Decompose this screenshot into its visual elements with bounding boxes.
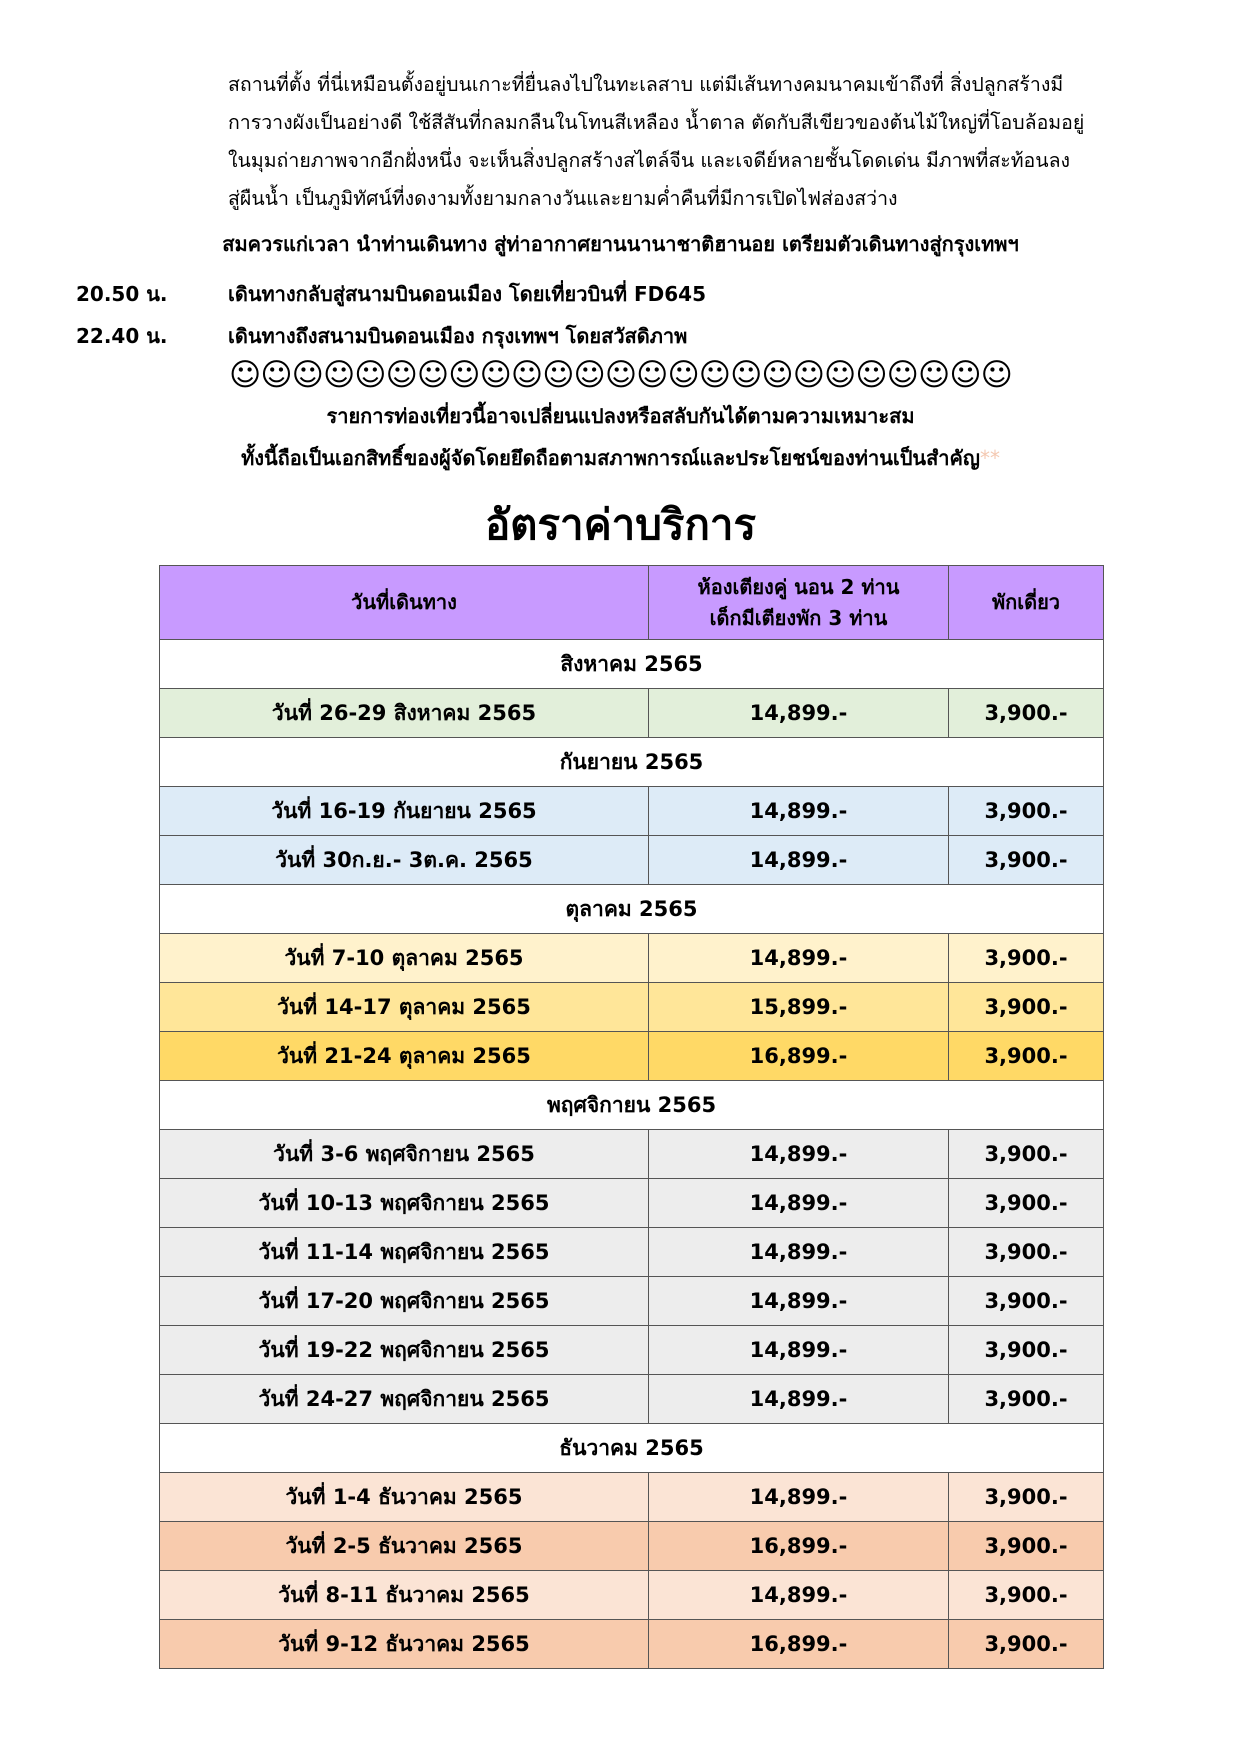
single-price-cell: 3,900.-	[949, 1228, 1104, 1277]
single-price-cell: 3,900.-	[949, 1277, 1104, 1326]
travel-date-cell: วันที่ 17-20 พฤศจิกายน 2565	[160, 1277, 649, 1326]
travel-date-cell: วันที่ 19-22 พฤศจิกายน 2565	[160, 1326, 649, 1375]
travel-date-cell: วันที่ 3-6 พฤศจิกายน 2565	[160, 1130, 649, 1179]
table-row	[160, 1277, 1104, 1326]
month-header-row	[160, 885, 1104, 934]
table-row	[160, 1473, 1104, 1522]
table-row	[160, 983, 1104, 1032]
table-row	[160, 1326, 1104, 1375]
single-price-cell: 3,900.-	[949, 1571, 1104, 1620]
table-row	[160, 689, 1104, 738]
month-label: ธันวาคม 2565	[160, 1424, 1104, 1473]
single-price-cell: 3,900.-	[949, 787, 1104, 836]
note-line-1: รายการท่องเที่ยวนี้อาจเปลี่ยนแปลงหรือสลับกันได้ตามความเหมาะสม	[326, 404, 915, 428]
twin-price-cell: 16,899.-	[649, 1522, 949, 1571]
table-row	[160, 1620, 1104, 1669]
twin-price-cell: 14,899.-	[649, 1228, 949, 1277]
intro-line: การวางผังเป็นอย่างดี ใช้สีสันที่กลมกลืนในโทนสีเหลือง น้ำตาล ตัดกับสีเขียวของต้นไม้ใหญ่ที่โอบล้อมอยู่	[228, 111, 1085, 134]
single-price-cell: 3,900.-	[949, 1473, 1104, 1522]
month-header-row	[160, 738, 1104, 787]
twin-price-cell: 15,899.-	[649, 983, 949, 1032]
header-twin-room	[649, 566, 949, 640]
single-price-cell: 3,900.-	[949, 1620, 1104, 1669]
travel-date-cell: วันที่ 1-4 ธันวาคม 2565	[160, 1473, 649, 1522]
travel-date-cell: วันที่ 2-5 ธันวาคม 2565	[160, 1522, 649, 1571]
note-line-2-text: ทั้งนี้ถือเป็นเอกสิทธิ์ของผู้จัดโดยยึดถือตามสภาพการณ์และประโยชน์ของท่านเป็นสำคัญ	[241, 446, 980, 470]
twin-price-cell: 14,899.-	[649, 1473, 949, 1522]
single-price-cell: 3,900.-	[949, 983, 1104, 1032]
single-price-cell: 3,900.-	[949, 1326, 1104, 1375]
table-row	[160, 1130, 1104, 1179]
twin-price-cell: 14,899.-	[649, 689, 949, 738]
table-row	[160, 836, 1104, 885]
header-twin-line-1: ห้องเตียงคู่ นอน 2 ท่าน	[697, 574, 900, 599]
twin-price-cell: 14,899.-	[649, 1375, 949, 1424]
intro-line: สถานที่ตั้ง ที่นี่เหมือนตั้งอยู่บนเกาะที่ยื่นลงไปในทะเลสาบ แต่มีเส้นทางคมนาคมเข้าถึงที่ สิ่งปลูกสร้างมี	[228, 73, 1064, 96]
table-row	[160, 1522, 1104, 1571]
table-row	[160, 1375, 1104, 1424]
single-price-cell: 3,900.-	[949, 934, 1104, 983]
table-row	[160, 934, 1104, 983]
table-row	[160, 1179, 1104, 1228]
rates-title: อัตราค่าบริการ	[484, 500, 757, 549]
table-row	[160, 1571, 1104, 1620]
intro-paragraph	[228, 66, 1188, 218]
schedule-text: เดินทางถึงสนามบินดอนเมือง กรุงเทพฯ โดยสวัสดิภาพ	[228, 324, 688, 348]
note-line-2	[0, 442, 1241, 474]
single-price-cell: 3,900.-	[949, 1522, 1104, 1571]
travel-date-cell: วันที่ 30ก.ย.- 3ต.ค. 2565	[160, 836, 649, 885]
schedule-text: เดินทางกลับสู่สนามบินดอนเมือง โดยเที่ยวบินที่ FD645	[228, 282, 706, 306]
month-label: ตุลาคม 2565	[160, 885, 1104, 934]
travel-date-cell: วันที่ 9-12 ธันวาคม 2565	[160, 1620, 649, 1669]
month-header-row	[160, 1424, 1104, 1473]
header-single-room: พักเดี่ยว	[949, 566, 1104, 640]
travel-date-cell: วันที่ 16-19 กันยายน 2565	[160, 787, 649, 836]
table-header-row	[160, 566, 1104, 640]
table-row	[160, 1032, 1104, 1081]
single-price-cell: 3,900.-	[949, 836, 1104, 885]
month-label: สิงหาคม 2565	[160, 640, 1104, 689]
smiley-divider: ☺☺☺☺☺☺☺☺☺☺☺☺☺☺☺☺☺☺☺☺☺☺☺☺☺	[229, 357, 1012, 393]
price-table	[159, 565, 1104, 1669]
twin-price-cell: 14,899.-	[649, 836, 949, 885]
twin-price-cell: 14,899.-	[649, 1326, 949, 1375]
header-travel-date: วันที่เดินทาง	[160, 566, 649, 640]
month-header-row	[160, 640, 1104, 689]
twin-price-cell: 16,899.-	[649, 1032, 949, 1081]
price-table-body	[160, 640, 1104, 1669]
table-row	[160, 1228, 1104, 1277]
twin-price-cell: 14,899.-	[649, 1277, 949, 1326]
twin-price-cell: 14,899.-	[649, 787, 949, 836]
note-stars: **	[979, 446, 1000, 470]
month-header-row	[160, 1081, 1104, 1130]
twin-price-cell: 14,899.-	[649, 1571, 949, 1620]
month-label: กันยายน 2565	[160, 738, 1104, 787]
twin-price-cell: 16,899.-	[649, 1620, 949, 1669]
schedule-time: 20.50 น.	[76, 282, 168, 306]
travel-date-cell: วันที่ 10-13 พฤศจิกายน 2565	[160, 1179, 649, 1228]
single-price-cell: 3,900.-	[949, 1179, 1104, 1228]
intro-line: ในมุมถ่ายภาพจากอีกฝั่งหนึ่ง จะเห็นสิ่งปลูกสร้างสไตล์จีน และเจดีย์หลายชั้นโดดเด่น มีภาพที่สะท้อนลง	[228, 149, 1071, 172]
travel-date-cell: วันที่ 14-17 ตุลาคม 2565	[160, 983, 649, 1032]
twin-price-cell: 14,899.-	[649, 1130, 949, 1179]
intro-line: สู่ผืนน้ำ เป็นภูมิทัศน์ที่งดงามทั้งยามกลางวันและยามค่ำคืนที่มีการเปิดไฟส่องสว่าง	[228, 187, 898, 210]
single-price-cell: 3,900.-	[949, 1375, 1104, 1424]
transfer-note: สมควรแก่เวลา นำท่านเดินทาง สู่ท่าอากาศยานนานาชาติฮานอย เตรียมตัวเดินทางสู่กรุงเทพฯ	[222, 232, 1019, 256]
twin-price-cell: 14,899.-	[649, 934, 949, 983]
single-price-cell: 3,900.-	[949, 1130, 1104, 1179]
travel-date-cell: วันที่ 11-14 พฤศจิกายน 2565	[160, 1228, 649, 1277]
header-twin-line-2: เด็กมีเตียงพัก 3 ท่าน	[709, 605, 888, 630]
travel-date-cell: วันที่ 24-27 พฤศจิกายน 2565	[160, 1375, 649, 1424]
travel-date-cell: วันที่ 7-10 ตุลาคม 2565	[160, 934, 649, 983]
month-label: พฤศจิกายน 2565	[160, 1081, 1104, 1130]
single-price-cell: 3,900.-	[949, 689, 1104, 738]
travel-date-cell: วันที่ 26-29 สิงหาคม 2565	[160, 689, 649, 738]
travel-date-cell: วันที่ 8-11 ธันวาคม 2565	[160, 1571, 649, 1620]
table-row	[160, 787, 1104, 836]
travel-date-cell: วันที่ 21-24 ตุลาคม 2565	[160, 1032, 649, 1081]
twin-price-cell: 14,899.-	[649, 1179, 949, 1228]
schedule-time: 22.40 น.	[76, 324, 168, 348]
single-price-cell: 3,900.-	[949, 1032, 1104, 1081]
